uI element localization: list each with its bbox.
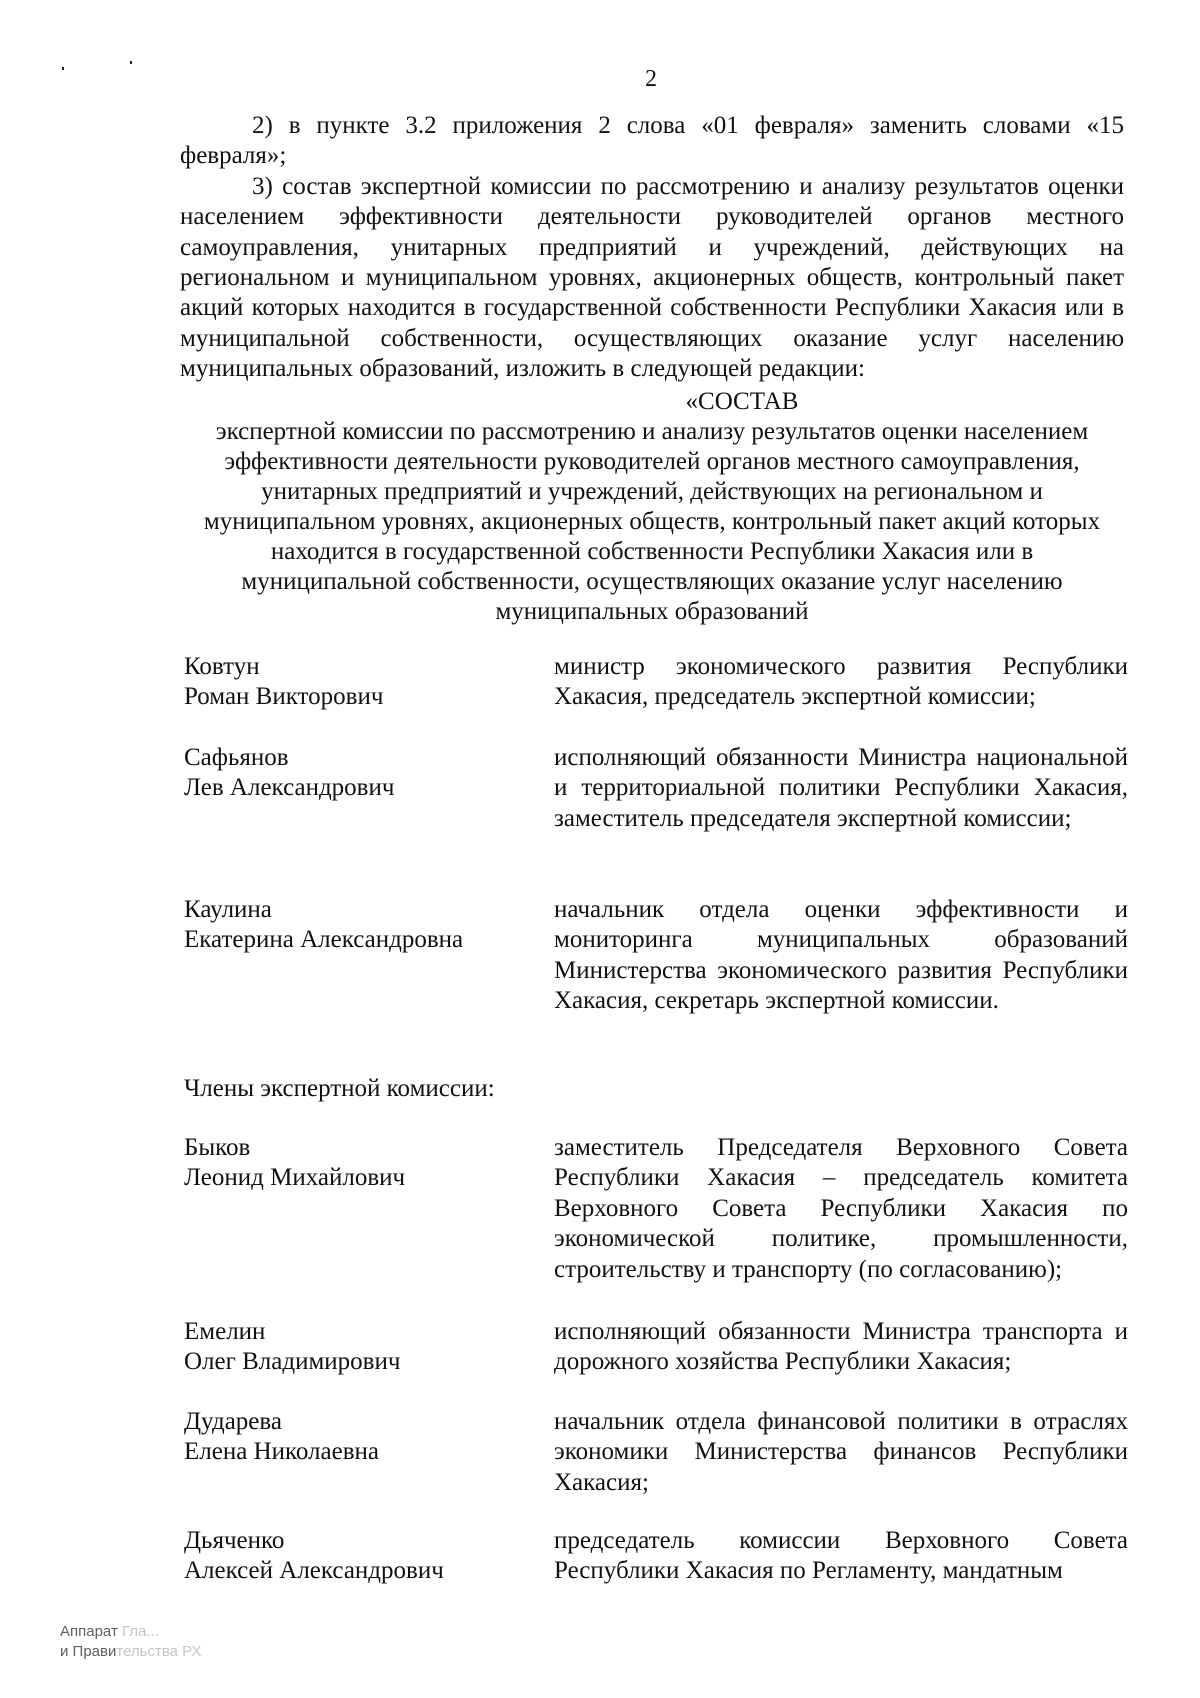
member-name	[184, 743, 524, 804]
stamp-text: и Прави	[60, 1643, 117, 1660]
composition-title: «СОСТАВ	[685, 388, 799, 415]
stamp-line	[60, 1642, 210, 1662]
member-surname: Быков	[184, 1134, 251, 1161]
member-role: исполняющий обязанности Министра национальной и территориальной политики Республики Хакасия, заместитель председателя экспертной комиссии;	[554, 744, 1128, 832]
member-given-name: Екатерина Александровна	[184, 926, 464, 954]
member-role: начальник отдела финансовой политики в отраслях экономики Министерства финансов Республики Хакасия;	[554, 1408, 1128, 1496]
member-name	[184, 652, 524, 713]
member-given-name: Лев Александрович	[184, 774, 395, 802]
members-section-label: Члены экспертной комиссии:	[184, 1075, 495, 1102]
member-surname: Сафьянов	[184, 744, 289, 771]
member-name	[184, 1526, 524, 1587]
paragraph-item-3: 3) состав экспертной комиссии по рассмотрению и анализу результатов оценки населением эффективности деятельности руководителей органов местного самоуправления, унитарных предприятий и учреждений, действующих на региональном и муниципальном уровнях, акционерных обществ, контрольный пакет акций которых находится в государственной собственности Республики Хакасия или в муниципальной собственности, осуществляющих оказание услуг населению муниципальных образований, изложить в следующей редакции:	[180, 172, 1124, 383]
member-name	[184, 1317, 524, 1378]
member-given-name: Роман Викторович	[184, 683, 384, 711]
composition-subtitle: экспертной комиссии по рассмотрению и анализу результатов оценки населением эффективности деятельности руководителей органов местного самоуправления, унитарных предприятий и учреждений, действующих на региональном и муниципальном уровнях, акционерных обществ, контрольный пакет акций которых находится в государственной собственности Республики Хакасия или в муниципальной собственности, осуществляющих оказание услуг населению муниципальных образований	[203, 418, 1101, 625]
office-stamp	[60, 1622, 210, 1662]
member-surname: Дьяченко	[184, 1527, 285, 1554]
member-surname: Ковтун	[184, 653, 260, 680]
member-role: министр экономического развития Республики Хакасия, председатель экспертной комиссии;	[554, 653, 1128, 711]
stamp-line	[60, 1622, 210, 1642]
member-name	[184, 1407, 524, 1468]
member-name	[184, 895, 524, 956]
stamp-text-faded: Гла...	[117, 1623, 159, 1640]
member-given-name: Олег Владимирович	[184, 1348, 401, 1376]
member-role: заместитель Председателя Верховного Совета Республики Хакасия – председатель комитета Верховного Совета Республики Хакасия по экономической политике, промышленности, строительству и транспорту (по согласованию);	[554, 1134, 1128, 1283]
member-role: начальник отдела оценки эффективности и мониторинга муниципальных образований Министерства экономического развития Республики Хакасия, секретарь экспертной комиссии.	[554, 896, 1128, 1015]
member-surname: Емелин	[184, 1318, 266, 1345]
member-given-name: Елена Николаевна	[184, 1438, 379, 1466]
scan-artifact	[130, 61, 132, 64]
composition-heading	[180, 387, 1124, 627]
member-given-name: Леонид Михайлович	[184, 1164, 406, 1192]
member-surname: Дударева	[184, 1408, 282, 1435]
member-surname: Каулина	[184, 896, 272, 923]
amendment-paragraphs	[180, 111, 1124, 385]
page-number: 2	[645, 66, 657, 92]
member-given-name: Алексей Александрович	[184, 1557, 444, 1585]
member-role: исполняющий обязанности Министра транспорта и дорожного хозяйства Республики Хакасия;	[554, 1318, 1128, 1376]
stamp-text: Аппарат	[60, 1623, 118, 1640]
paragraph-item-2: 2) в пункте 3.2 приложения 2 слова «01 февраля» заменить словами «15 февраля»;	[180, 112, 1124, 170]
member-role: председатель комиссии Верховного Совета Республики Хакасия по Регламенту, мандатным	[554, 1527, 1128, 1585]
member-name	[184, 1133, 524, 1194]
stamp-text-faded: тельства РХ	[116, 1643, 202, 1660]
